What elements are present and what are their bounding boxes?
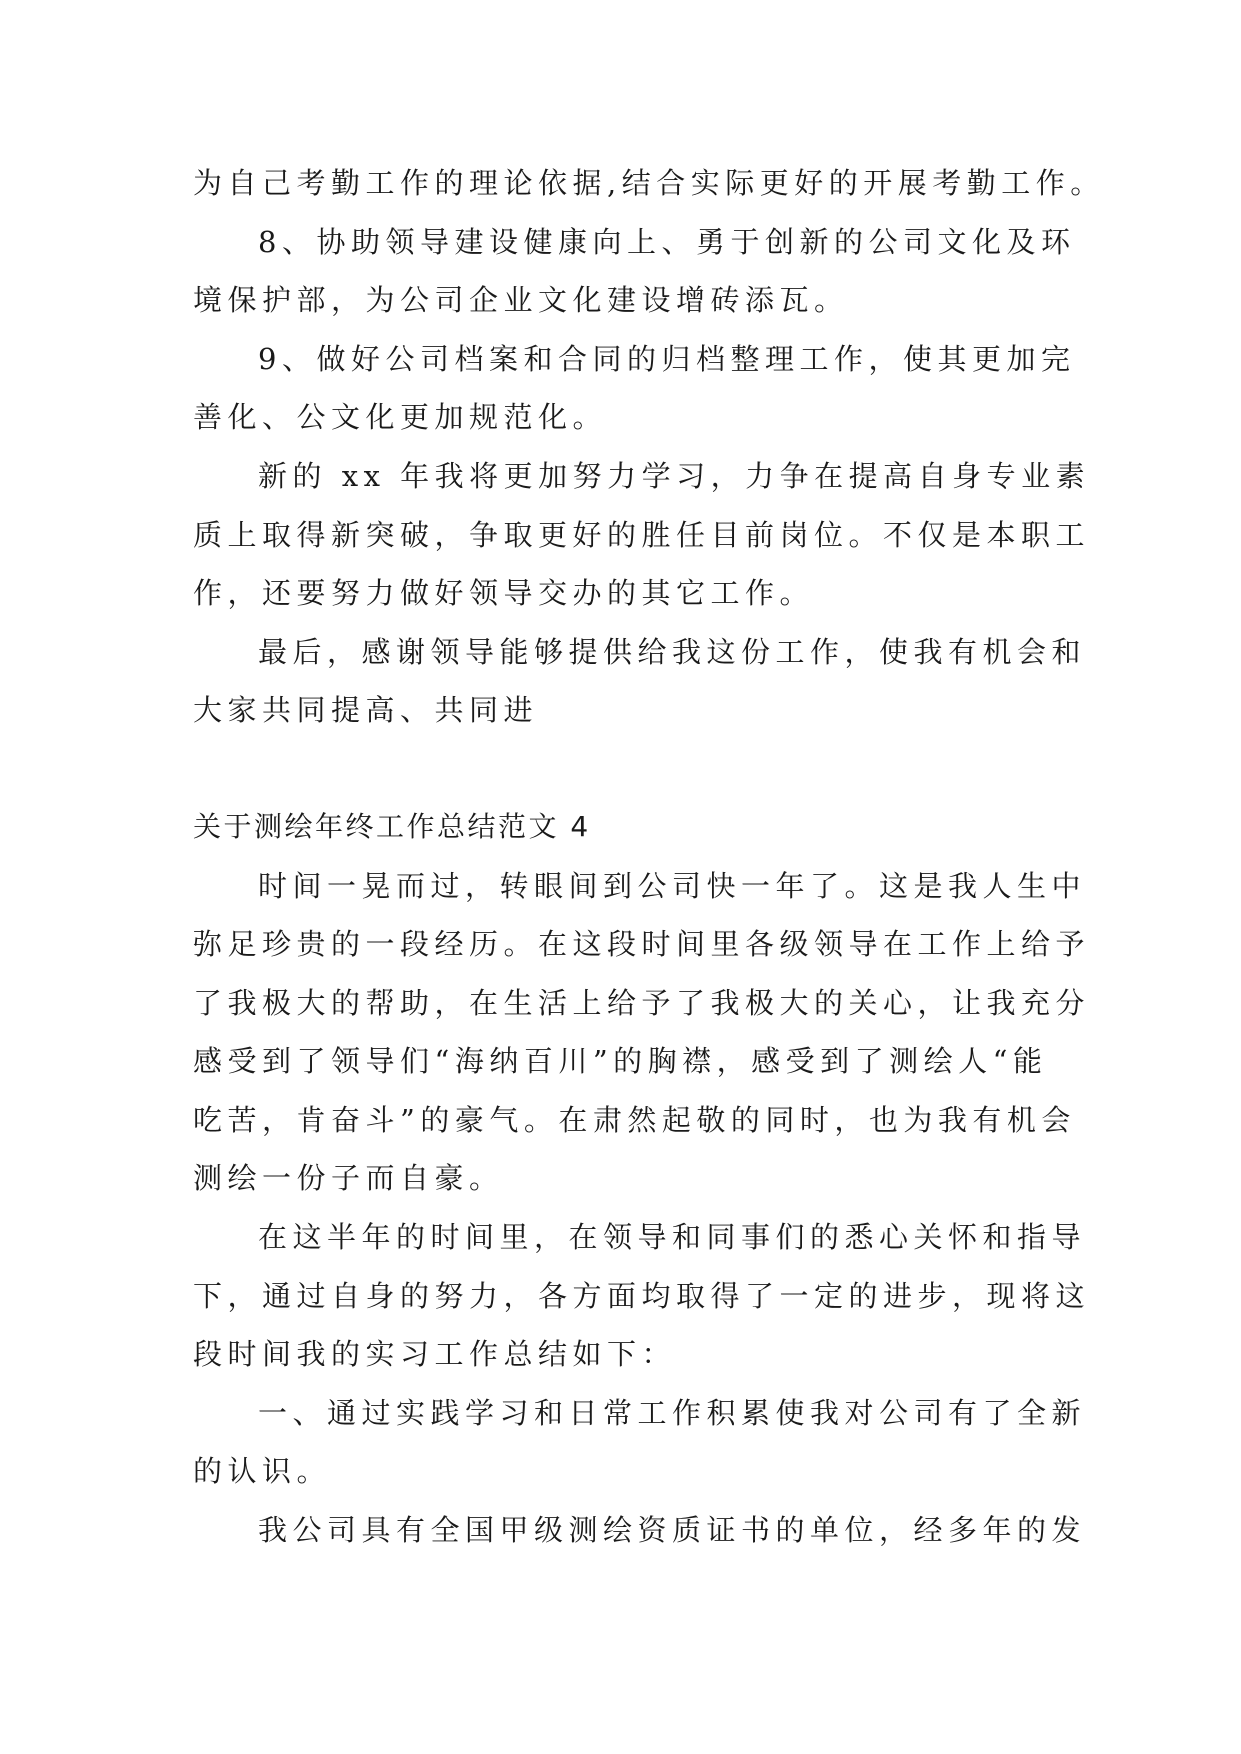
list-item-9: 9、做好公司档案和合同的归档整理工作，使其更加完 [258,342,1076,376]
text-line: 为自己考勤工作的理论依据,结合实际更好的开展考勤工作。 [193,166,1105,200]
text-line: 了我极大的帮助，在生活上给予了我极大的关心，让我充分 [193,986,1091,1020]
text-line: 质上取得新突破，争取更好的胜任目前岗位。不仅是本职工 [193,518,1091,552]
text-line: 下，通过自身的努力，各方面均取得了一定的进步，现将这 [193,1279,1091,1313]
paragraph-start: 时间一晃而过，转眼间到公司快一年了。这是我人生中 [258,869,1087,903]
text-line: 测绘一份子而自豪。 [193,1161,504,1195]
paragraph-start: 我公司具有全国甲级测绘资质证书的单位，经多年的发 [258,1513,1087,1547]
text-line: 大家共同提高、共同进 [193,693,539,727]
text-line: 善化、公文化更加规范化。 [193,400,608,434]
paragraph-start: 新的 xx 年我将更加努力学习，力争在提高自身专业素 [258,459,1091,493]
list-item-1: 一、通过实践学习和日常工作积累使我对公司有了全新 [258,1396,1087,1430]
text-line: 作，还要努力做好领导交办的其它工作。 [193,576,815,610]
text-line: 段时间我的实习工作总结如下： [193,1337,677,1371]
paragraph-start: 在这半年的时间里，在领导和同事们的悉心关怀和指导 [258,1220,1087,1254]
text-line: 弥足珍贵的一段经历。在这段时间里各级领导在工作上给予 [193,927,1091,961]
text-line: 感受到了领导们“海纳百川”的胸襟，感受到了测绘人“能 [193,1044,1048,1078]
section-heading: 关于测绘年终工作总结范文 4 [193,810,591,843]
text-line: 的认识。 [193,1454,332,1488]
list-item-8: 8、协助领导建设健康向上、勇于创新的公司文化及环 [258,225,1076,259]
text-line: 吃苦，肯奋斗”的豪气。在肃然起敬的同时，也为我有机会 [193,1103,1076,1137]
text-line: 境保护部，为公司企业文化建设增砖添瓦。 [193,283,849,317]
paragraph-start: 最后，感谢领导能够提供给我这份工作，使我有机会和 [258,635,1087,669]
